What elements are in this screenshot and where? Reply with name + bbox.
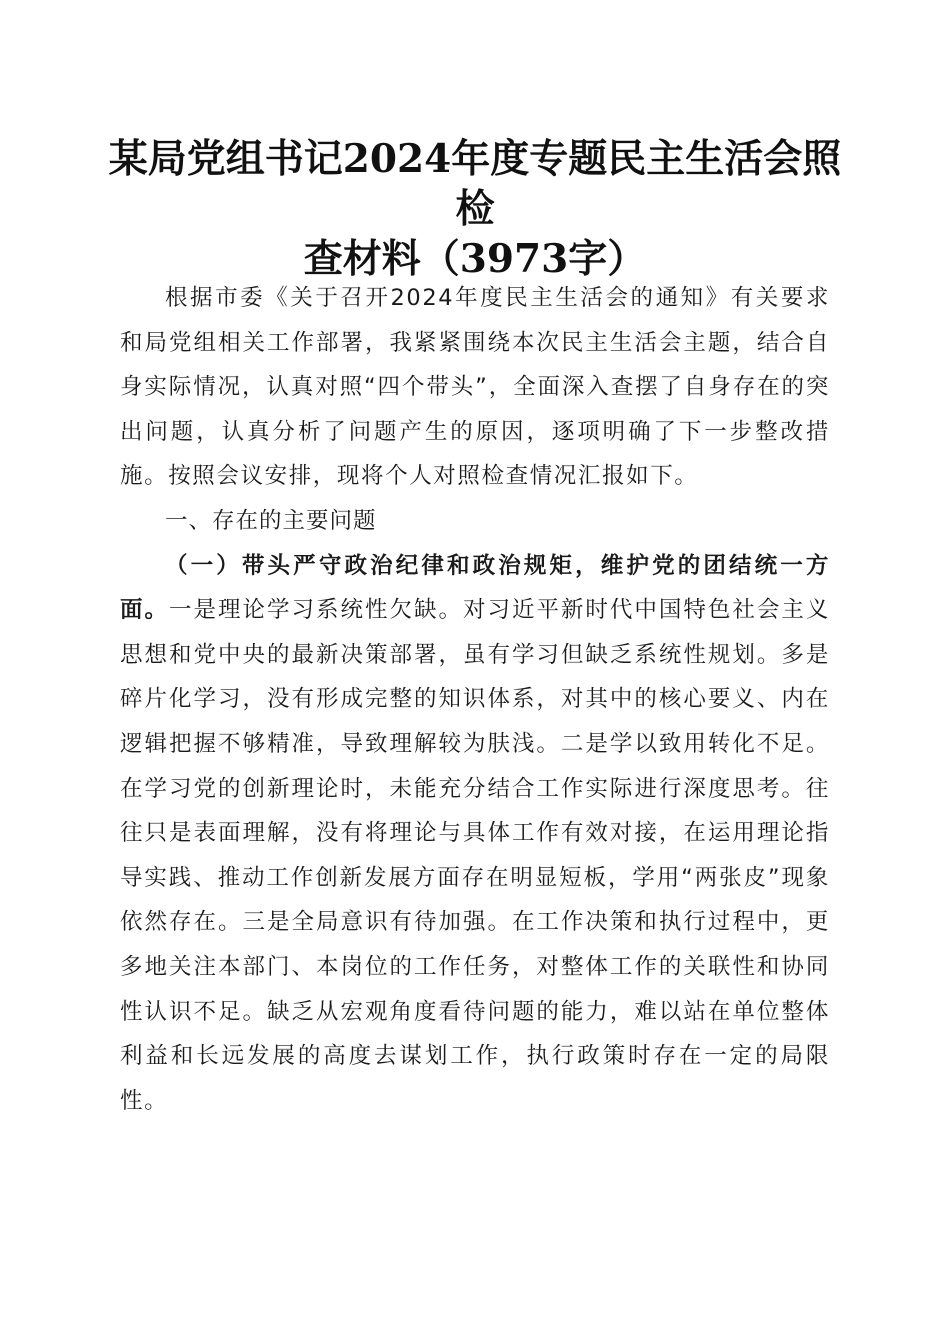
subsection-paragraph-1 [120,544,830,1124]
title-line-1: 某局党组书记2024年度专题民主生活会照检 [108,136,842,232]
document-title [100,134,850,284]
section-heading-problems: 一、存在的主要问题 [165,507,377,534]
title-line-2: 查材料（3973字） [303,236,647,282]
intro-paragraph: 根据市委《关于召开2024年度民主生活会的通知》有关要求和局党组相关工作部署，我紧紧围绕本次民主生活会主题，结合自身实际情况，认真对照“四个带头”，全面深入查摆了自身存在的突出问题，认真分析了问题产生的原因，逐项明确了下一步整改措施。按照会议安排，现将个人对照检查情况汇报如下。 [120,285,830,490]
document-body [120,276,830,1123]
subsection-lead: （一）带头严守政治纪律和政治规矩，维护党的团结统一方面。 [120,552,830,624]
subsection-body: 一是理论学习系统性欠缺。对习近平新时代中国特色社会主义思想和党中央的最新决策部署，虽有学习但缺乏系统性规划。多是碎片化学习，没有形成完整的知识体系，对其中的核心要义、内在逻辑把握不够精准，导致理解较为肤浅。二是学以致用转化不足。在学习党的创新理论时，未能充分结合工作实际进行深度思考。往往只是表面理解，没有将理论与具体工作有效对接，在运用理论指导实践、推动工作创新发展方面存在明显短板，学用“两张皮”现象依然存在。三是全局意识有待加强。在工作决策和执行过程中，更多地关注本部门、本岗位的工作任务，对整体工作的关联性和协同性认识不足。缺乏从宏观角度看待问题的能力，难以站在单位整体利益和长远发展的高度去谋划工作，执行政策时存在一定的局限性。 [120,597,831,1114]
